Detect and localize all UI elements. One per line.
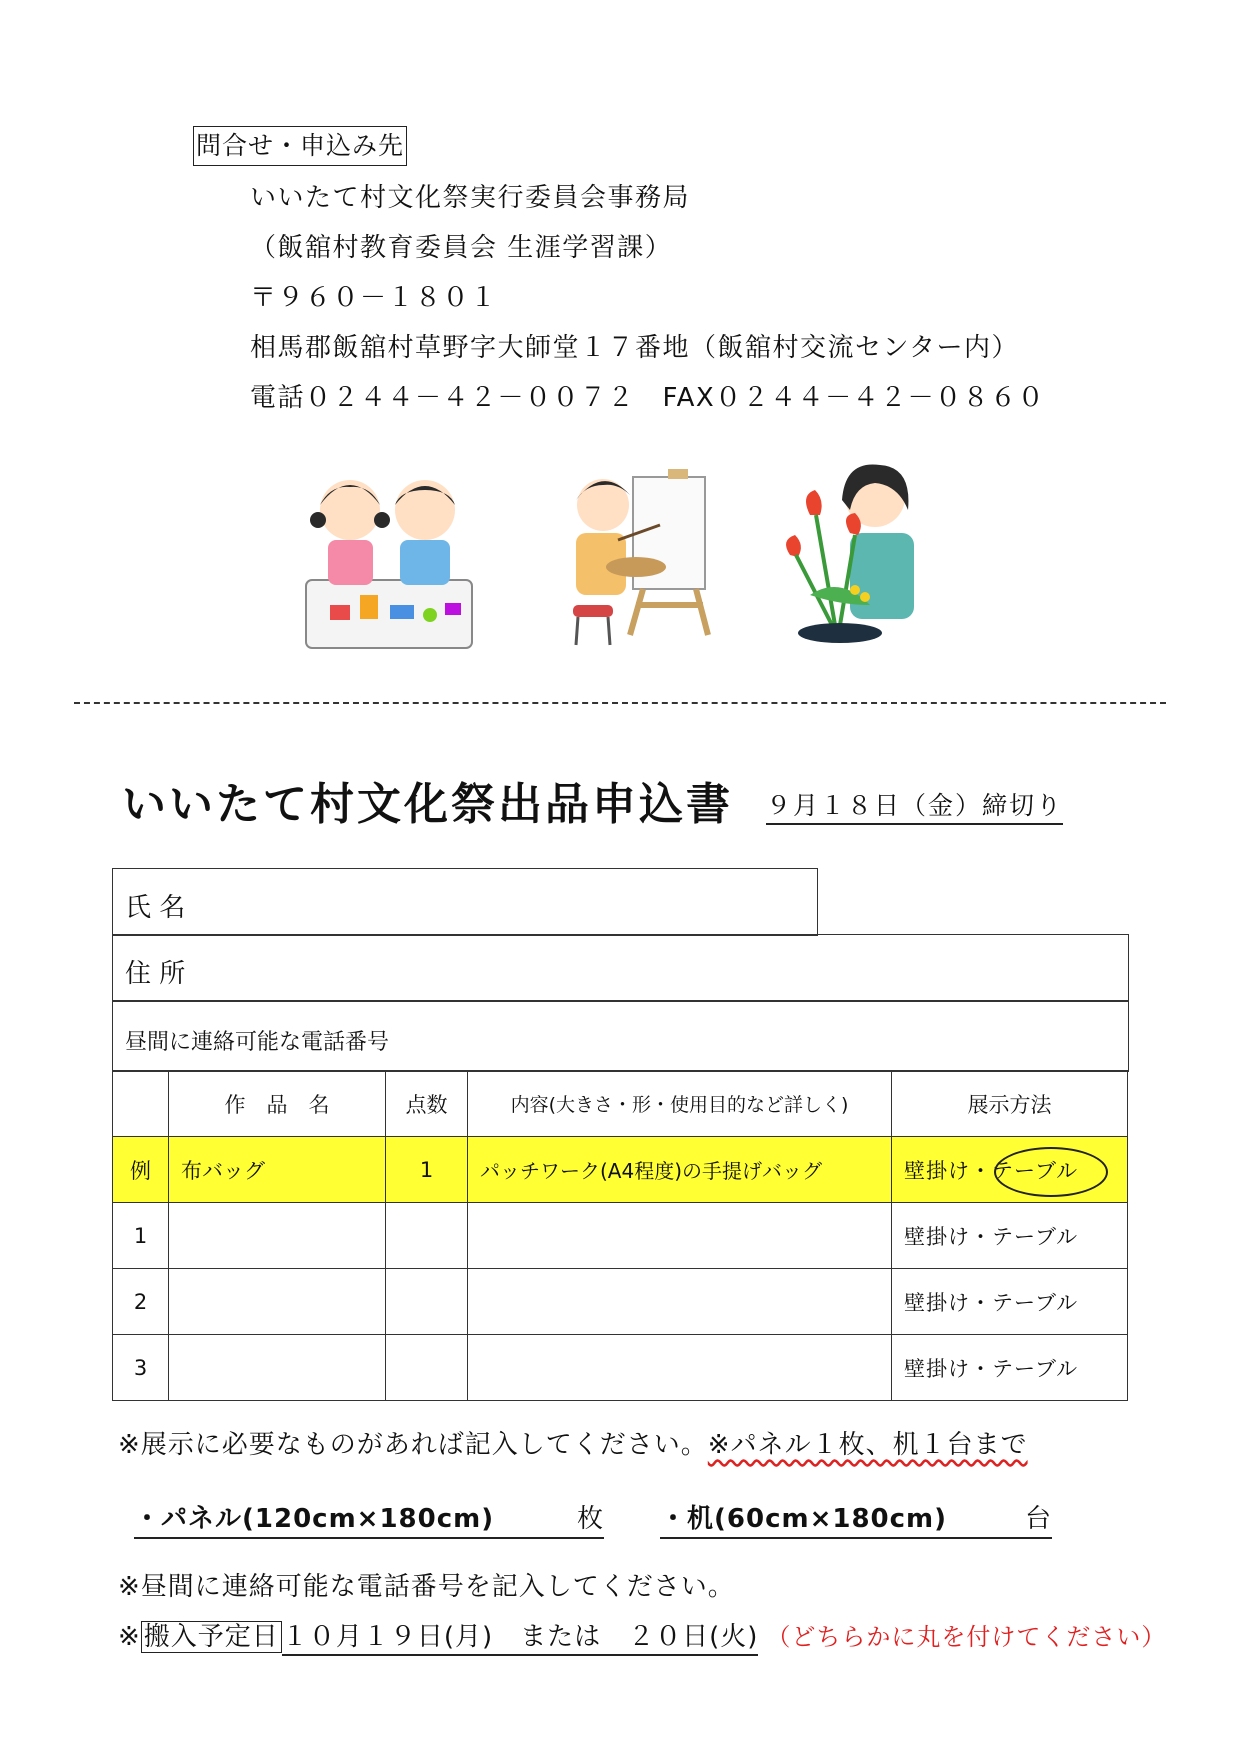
delivery-note <box>118 1616 1166 1653</box>
contact-office: いいたて村文化祭実行委員会事務局 <box>250 183 691 213</box>
panel-unit: 枚 <box>576 1504 604 1534</box>
row-qty-input[interactable] <box>386 1269 468 1335</box>
panel-request-line[interactable] <box>134 1498 604 1539</box>
example-name: 布バッグ <box>169 1137 386 1203</box>
desk-request <box>660 1498 1052 1539</box>
desk-request-line[interactable] <box>660 1498 1052 1539</box>
header-display-method: 展示方法 <box>892 1071 1128 1137</box>
row-qty-input[interactable] <box>386 1203 468 1269</box>
name-field[interactable] <box>112 868 818 936</box>
table-row <box>113 1269 1128 1335</box>
example-no: 例 <box>113 1137 169 1203</box>
delivery-dates[interactable]: １０月１９日(月) または ２０日(火) <box>282 1622 759 1656</box>
row-desc-input[interactable] <box>468 1203 892 1269</box>
row-display-choice[interactable]: 壁掛け・テーブル <box>892 1203 1128 1269</box>
deadline: ９月１８日（金）締切り <box>766 786 1063 825</box>
contact-address: 相馬郡飯舘村草野字大師堂１７番地（飯舘村交流センター内） <box>250 333 1019 363</box>
delivery-label: 搬入予定日 <box>141 1621 282 1653</box>
example-display-label: 壁掛け・テーブル <box>904 1158 1079 1183</box>
example-circle-mark <box>994 1147 1108 1197</box>
row-no: 2 <box>113 1269 169 1335</box>
cut-line <box>74 702 1166 704</box>
row-desc-input[interactable] <box>468 1269 892 1335</box>
needs-note <box>118 1424 1028 1461</box>
row-display-choice[interactable]: 壁掛け・テーブル <box>892 1335 1128 1401</box>
contact-phone-fax: 電話０２４４－４２－００７２ FAX０２４４－４２－０８６０ <box>250 383 1046 413</box>
row-qty-input[interactable] <box>386 1335 468 1401</box>
table-row <box>113 1203 1128 1269</box>
row-name-input[interactable] <box>169 1203 386 1269</box>
example-row <box>113 1137 1128 1203</box>
phone-label: 昼間に連絡可能な電話番号 <box>125 1030 390 1055</box>
desk-unit: 台 <box>1024 1504 1052 1534</box>
example-display <box>892 1137 1128 1203</box>
needs-note-limit: ※パネル１枚、机１台まで <box>707 1430 1028 1460</box>
row-name-input[interactable] <box>169 1335 386 1401</box>
desk-request-label: ・机(60cm×180cm) <box>660 1504 948 1534</box>
name-label: 氏 名 <box>125 893 186 923</box>
entries-table <box>112 1070 1128 1401</box>
delivery-instruction: （どちらかに丸を付けてください） <box>766 1623 1167 1651</box>
phone-note: ※昼間に連絡可能な電話番号を記入してください。 <box>118 1572 735 1602</box>
header-description: 内容(大きさ・形・使用目的など詳しく) <box>468 1071 892 1137</box>
address-label: 住 所 <box>125 959 186 989</box>
address-field[interactable] <box>112 934 1129 1002</box>
example-qty: 1 <box>386 1137 468 1203</box>
row-no: 3 <box>113 1335 169 1401</box>
woman-flower-arranging-illustration <box>780 455 960 655</box>
table-header-row <box>113 1071 1128 1137</box>
contact-postal-code: 〒９６０－１８０１ <box>250 283 498 313</box>
contact-label: 問合せ・申込み先 <box>193 126 407 166</box>
header-quantity: 点数 <box>386 1071 468 1137</box>
row-display-choice[interactable]: 壁掛け・テーブル <box>892 1269 1128 1335</box>
children-crafting-illustration <box>300 455 480 655</box>
example-desc: パッチワーク(A4程度)の手提げバッグ <box>468 1137 892 1203</box>
contact-department: （飯舘村教育委員会 生涯学習課） <box>250 233 673 263</box>
panel-request-label: ・パネル(120cm×180cm) <box>134 1504 495 1534</box>
header-no <box>113 1071 169 1137</box>
table-row <box>113 1335 1128 1401</box>
needs-note-main: ※展示に必要なものがあれば記入してください。 <box>118 1430 708 1460</box>
row-no: 1 <box>113 1203 169 1269</box>
header-work-name: 作 品 名 <box>169 1071 386 1137</box>
phone-field[interactable] <box>112 1000 1129 1072</box>
man-painting-illustration <box>548 455 728 655</box>
delivery-prefix: ※ <box>118 1622 141 1652</box>
row-name-input[interactable] <box>169 1269 386 1335</box>
panel-request <box>134 1498 604 1539</box>
form-title: いいたて村文化祭出品申込書 <box>122 779 733 830</box>
row-desc-input[interactable] <box>468 1335 892 1401</box>
